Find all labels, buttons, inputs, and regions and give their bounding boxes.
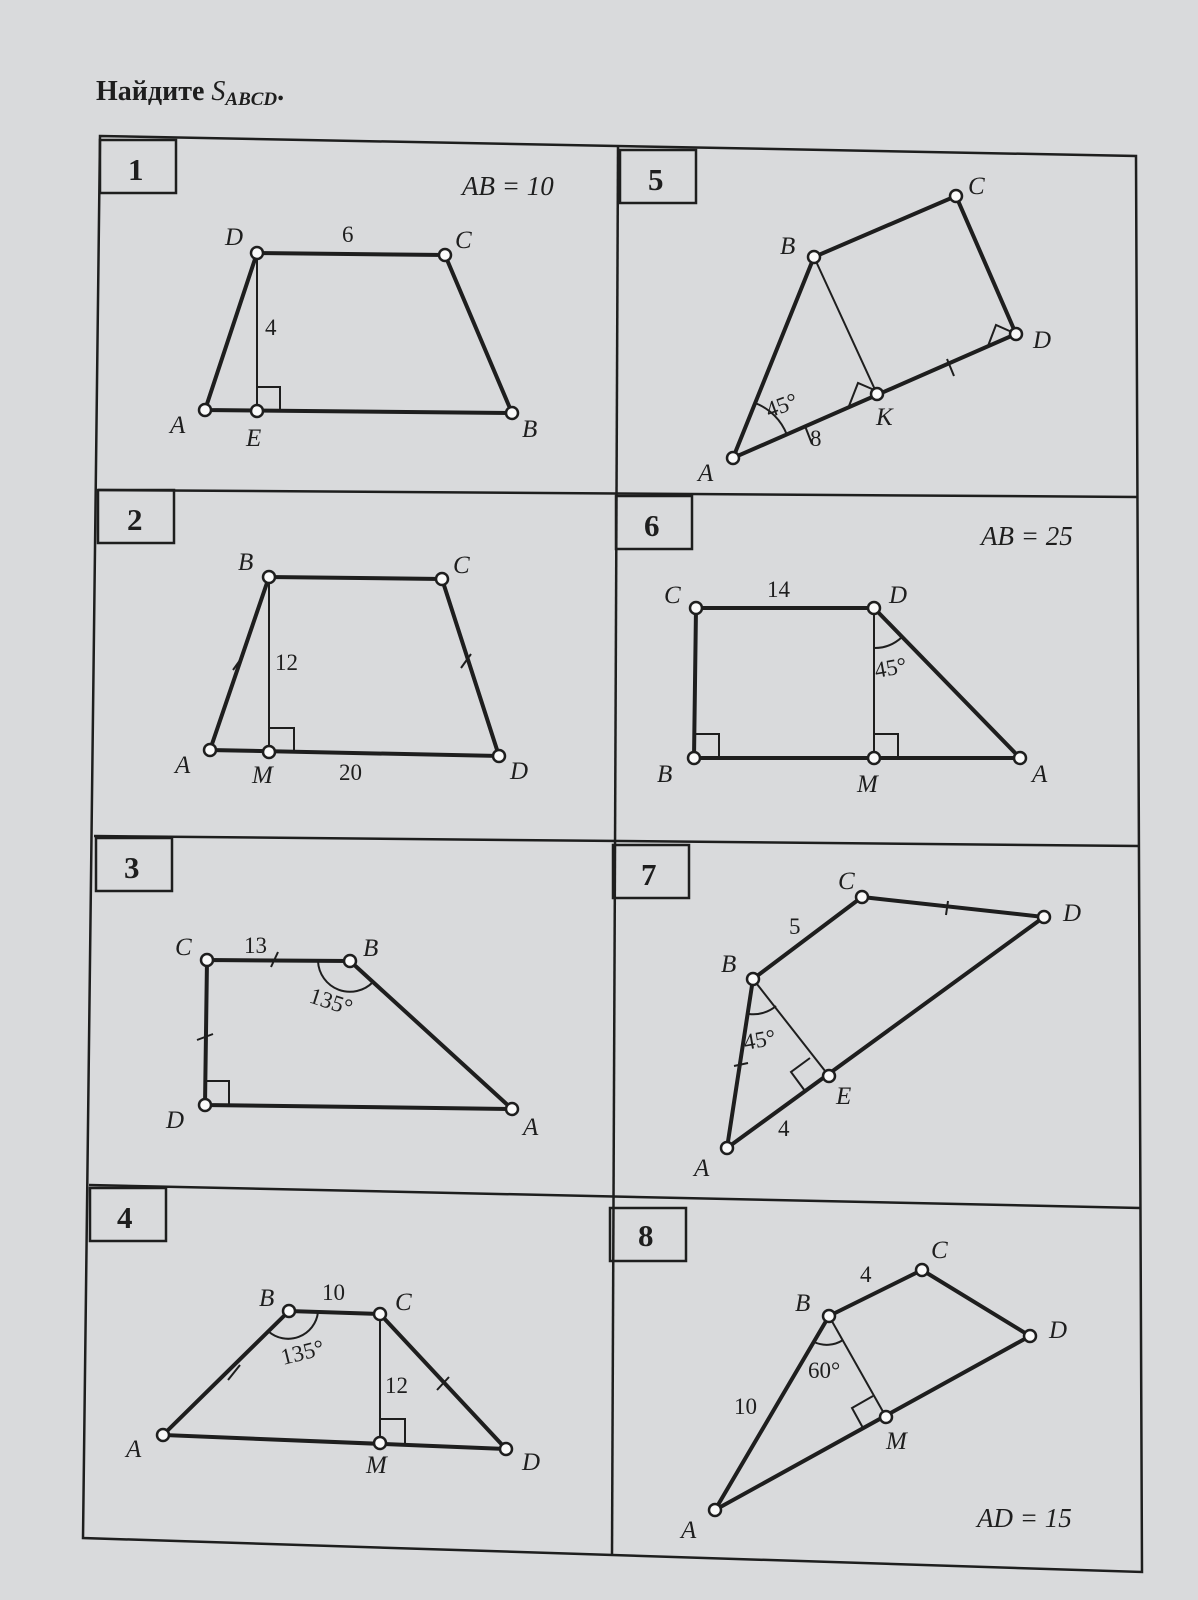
p1-value-de: 4 xyxy=(265,315,277,340)
p4-value-cm: 12 xyxy=(385,1373,408,1398)
p7-label-D: D xyxy=(1063,900,1082,927)
p5-label-A: A xyxy=(698,460,714,487)
p6-label-D: D xyxy=(889,582,908,609)
p4-label-M: M xyxy=(366,1452,387,1479)
p3-label-A: A xyxy=(523,1114,539,1141)
p6-label-C: C xyxy=(664,582,681,609)
p5-label-B: B xyxy=(780,233,796,260)
p2-value-bm: 12 xyxy=(275,650,298,675)
p5-label-D: D xyxy=(1033,327,1052,354)
p8-value-angle: 60° xyxy=(808,1358,841,1383)
p6-value-cd: 14 xyxy=(767,577,790,602)
problem-number-5: 5 xyxy=(648,162,664,197)
p7-label-A: A xyxy=(694,1155,710,1182)
p3-label-B: B xyxy=(363,935,379,962)
problem-4-figure xyxy=(124,1280,540,1479)
p3-value-angle: 135° xyxy=(306,982,356,1021)
p1-value-dc: 6 xyxy=(342,222,354,247)
p8-label-D: D xyxy=(1049,1317,1068,1344)
p7-value-bc: 5 xyxy=(789,914,801,939)
p7-value-ae: 4 xyxy=(778,1116,790,1141)
p1-label-A: A xyxy=(170,412,186,439)
p8-label-C: C xyxy=(931,1237,948,1264)
p8-label-M: M xyxy=(886,1428,907,1455)
p4-label-C: C xyxy=(395,1289,412,1316)
problem-number-1: 1 xyxy=(128,152,144,187)
problem-number-2: 2 xyxy=(127,502,143,537)
p7-label-C: C xyxy=(838,868,855,895)
p5-value-ak: 8 xyxy=(810,426,822,451)
problem-1-figure xyxy=(168,171,554,452)
p4-value-bc: 10 xyxy=(322,1280,345,1305)
p7-label-B: B xyxy=(721,951,737,978)
p8-value-bc: 4 xyxy=(860,1262,872,1287)
p6-condition: AB = 25 xyxy=(981,521,1073,551)
problem-number-6: 6 xyxy=(644,508,660,543)
p4-label-D: D xyxy=(522,1449,541,1476)
p2-label-M: M xyxy=(252,762,273,789)
p7-label-E: E xyxy=(836,1083,852,1110)
problem-number-4: 4 xyxy=(117,1200,133,1235)
p3-label-D: D xyxy=(166,1107,185,1134)
p1-label-C: C xyxy=(455,227,472,254)
p5-label-K: K xyxy=(876,404,893,431)
problem-number-3: 3 xyxy=(124,850,140,885)
cell-number-boxes xyxy=(90,140,696,1261)
p1-label-E: E xyxy=(246,425,262,452)
problem-5-figure xyxy=(696,173,1051,487)
p6-label-B: B xyxy=(657,761,673,788)
p1-label-B: B xyxy=(522,416,538,443)
p7-value-angle: 45° xyxy=(741,1024,778,1055)
problem-number-8: 8 xyxy=(638,1218,654,1253)
p1-condition: AB = 10 xyxy=(462,171,554,201)
p4-label-A: A xyxy=(126,1436,142,1463)
page-title: Найдите $S_{ABCD}$. xyxy=(96,76,285,110)
p2-label-C: C xyxy=(453,552,470,579)
p2-label-B: B xyxy=(238,549,254,576)
p4-label-B: B xyxy=(259,1285,275,1312)
p8-label-A: A xyxy=(681,1517,697,1544)
p8-label-B: B xyxy=(795,1290,811,1317)
p2-value-md: 20 xyxy=(339,760,362,785)
p6-label-A: A xyxy=(1032,761,1048,788)
p2-label-A: A xyxy=(175,752,191,779)
problem-8-figure xyxy=(679,1237,1072,1544)
problem-3-figure xyxy=(165,933,539,1141)
p2-label-D: D xyxy=(510,758,529,785)
p5-label-C: C xyxy=(968,173,985,200)
p8-condition: AD = 15 xyxy=(977,1503,1072,1533)
p4-value-angle: 135° xyxy=(278,1335,327,1370)
p3-label-C: C xyxy=(175,934,192,961)
problem-2-figure xyxy=(173,549,528,789)
problem-6-figure xyxy=(657,521,1073,798)
p6-value-angle: 45° xyxy=(872,652,909,683)
p6-label-M: M xyxy=(857,771,878,798)
p1-label-D: D xyxy=(225,224,244,251)
p5-value-angle: 45° xyxy=(762,388,801,423)
p3-value-cb: 13 xyxy=(244,933,267,958)
problem-7-figure xyxy=(692,868,1081,1182)
p8-value-ab: 10 xyxy=(734,1394,757,1419)
problem-number-7: 7 xyxy=(641,857,657,892)
